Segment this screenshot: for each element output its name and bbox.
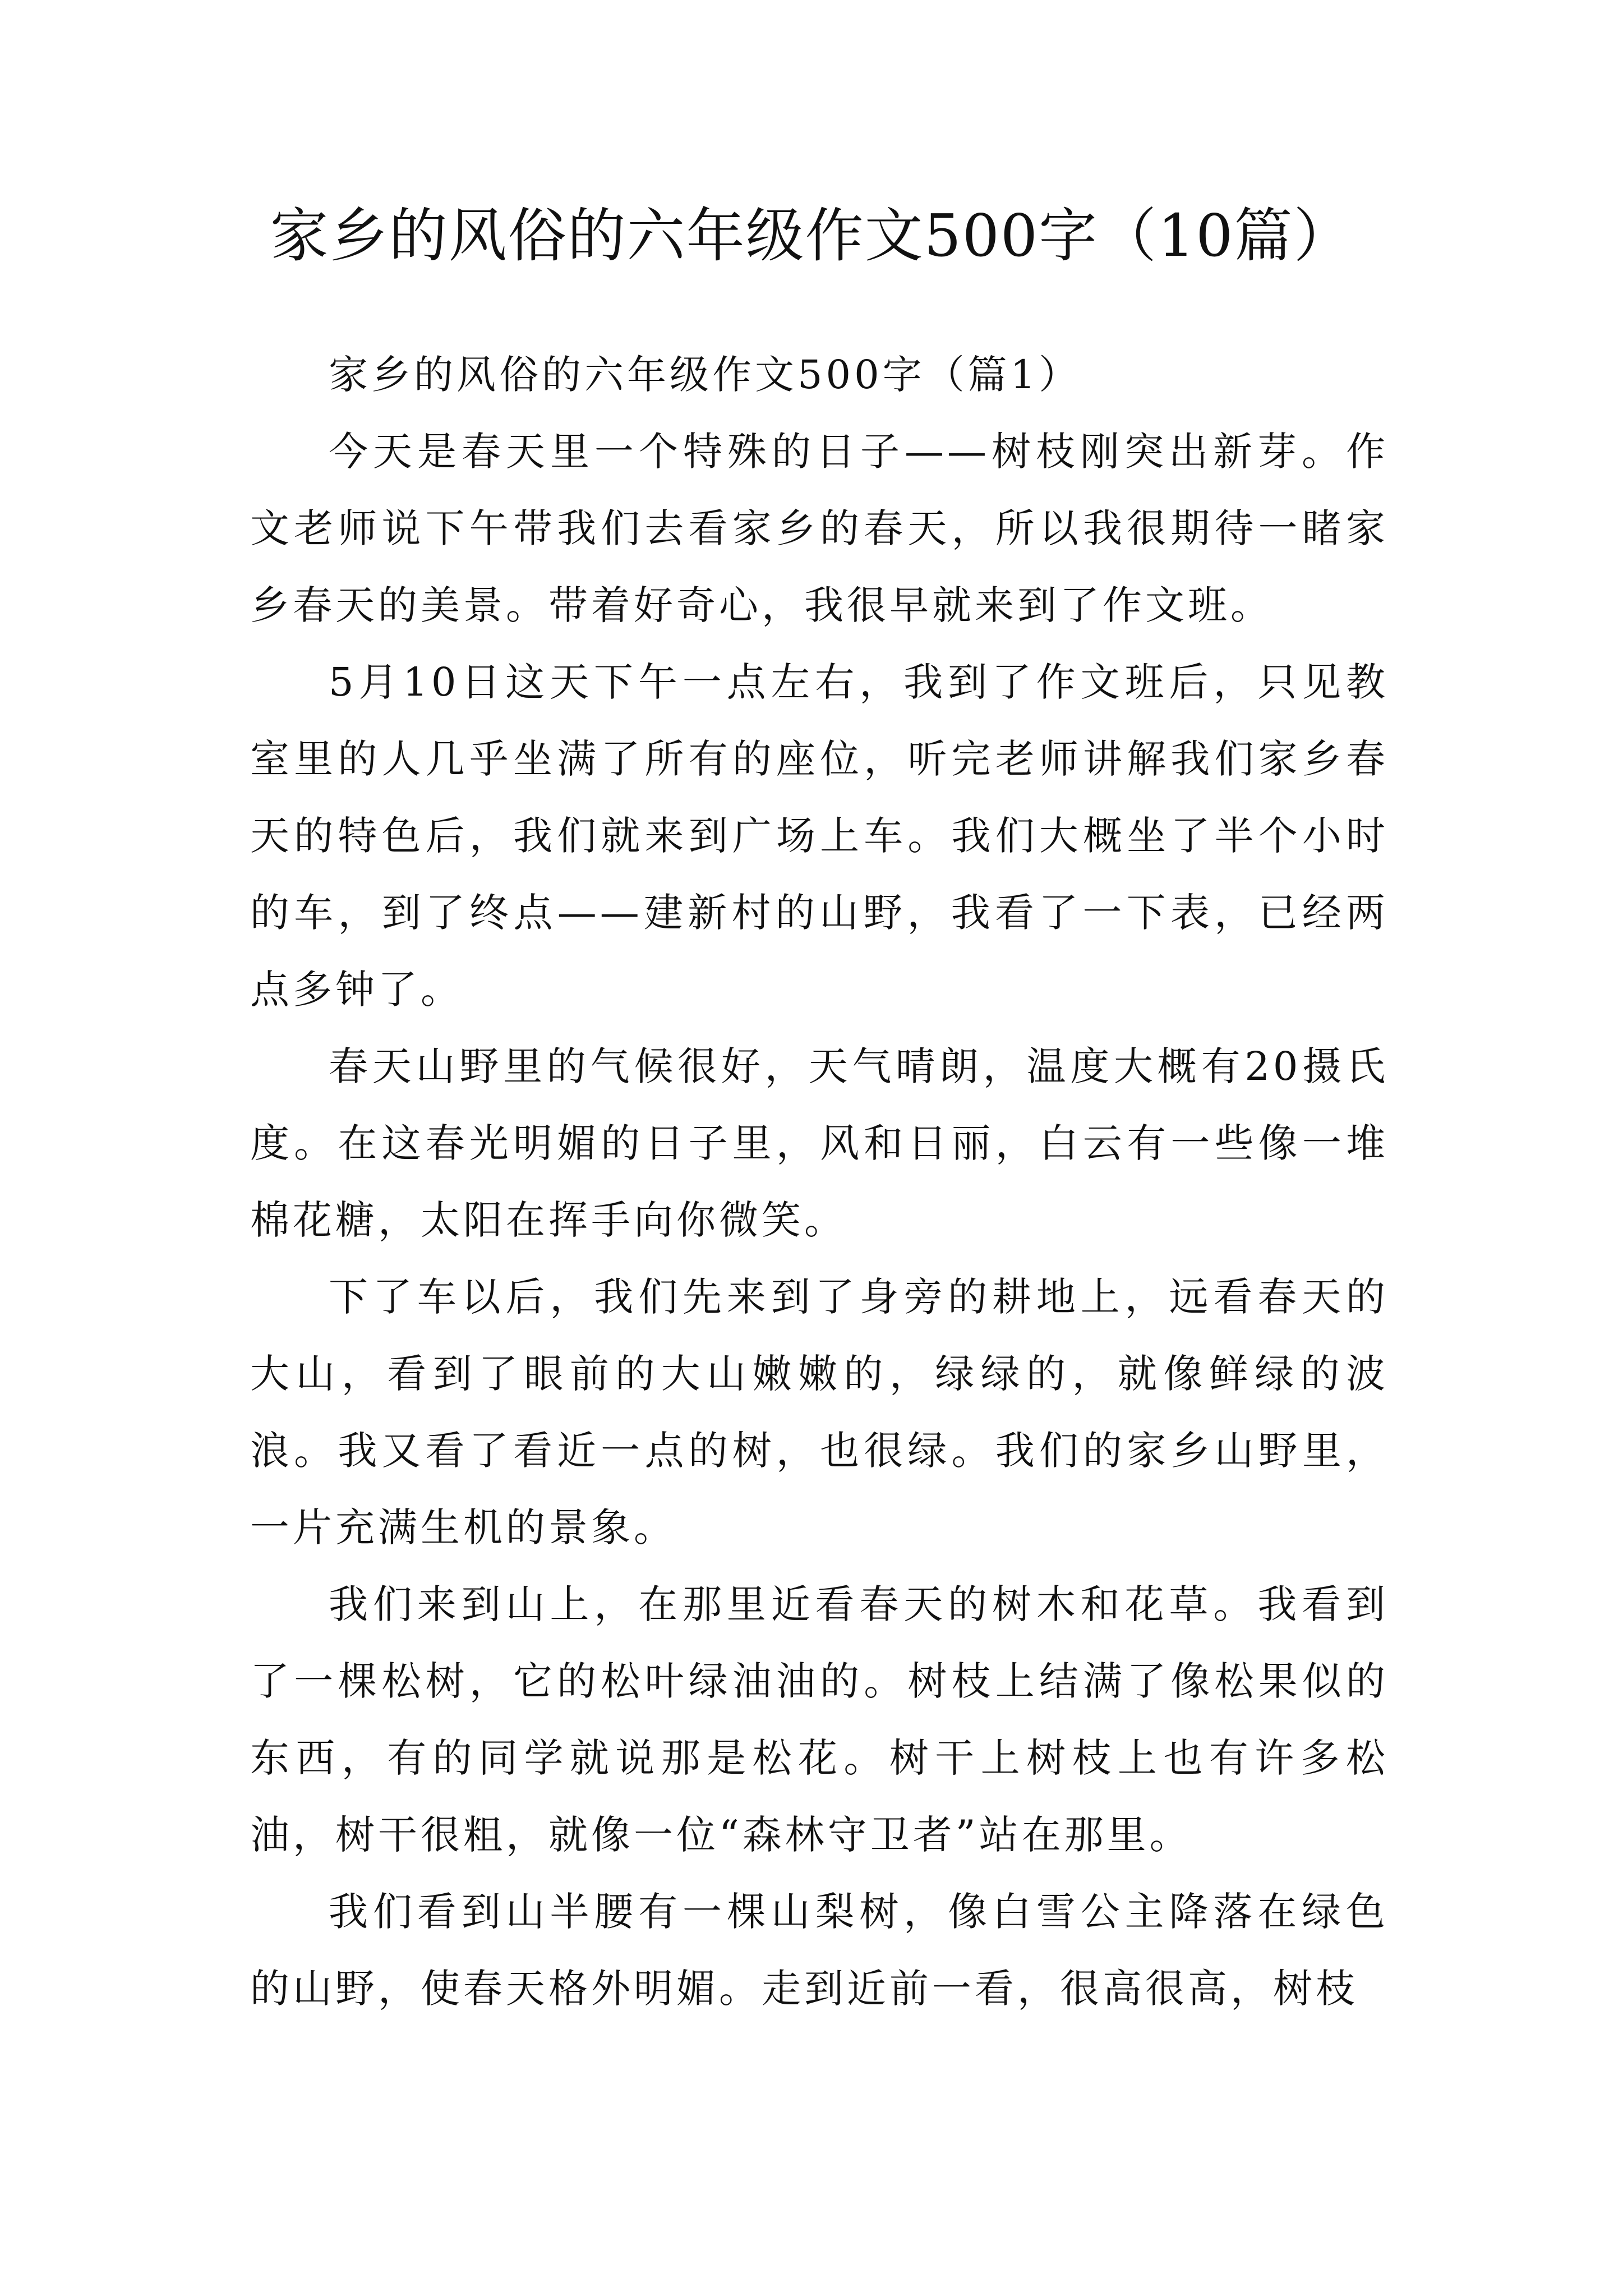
paragraph: 我们看到山半腰有一棵山梨树，像白雪公主降落在绿色的山野，使春天格外明媚。走到近前一看，很高很高，树枝 [250, 1889, 1389, 2012]
paragraph: 今天是春天里一个特殊的日子——树枝刚突出新芽。作文老师说下午带我们去看家乡的春天，所以我很期待一睹家乡春天的美景。带着好奇心，我很早就来到了作文班。 [250, 429, 1389, 628]
document-title: 家乡的风俗的六年级作文500字（10篇） [270, 201, 1353, 270]
paragraph: 我们来到山上，在那里近看春天的树木和花草。我看到了一棵松树，它的松叶绿油油的。树枝上结满了像松果似的东西，有的同学就说那是松花。树干上树枝上也有许多松油，树干很粗，就像一位“森林守卫者”站在那里。 [250, 1581, 1389, 1858]
paragraph: 下了车以后，我们先来到了身旁的耕地上，远看春天的大山，看到了眼前的大山嫩嫩的，绿绿的，就像鲜绿的波浪。我又看了看近一点的树，也很绿。我们的家乡山野里，一片充满生机的景象。 [250, 1274, 1389, 1550]
section-heading: 家乡的风俗的六年级作文500字（篇1） [329, 352, 1082, 398]
paragraph: 春天山野里的气候很好，天气晴朗，温度大概有20摄氏度。在这春光明媚的日子里，风和日丽，白云有一些像一堆棉花糖，太阳在挥手向你微笑。 [250, 1043, 1389, 1243]
document-body [250, 337, 1389, 2027]
paragraph: 5月10日这天下午一点左右，我到了作文班后，只见教室里的人几乎坐满了所有的座位，听完老师讲解我们家乡春天的特色后，我们就来到广场上车。我们大概坐了半个小时的车，到了终点——建新村的山野，我看了一下表，已经两点多钟了。 [250, 659, 1389, 1013]
